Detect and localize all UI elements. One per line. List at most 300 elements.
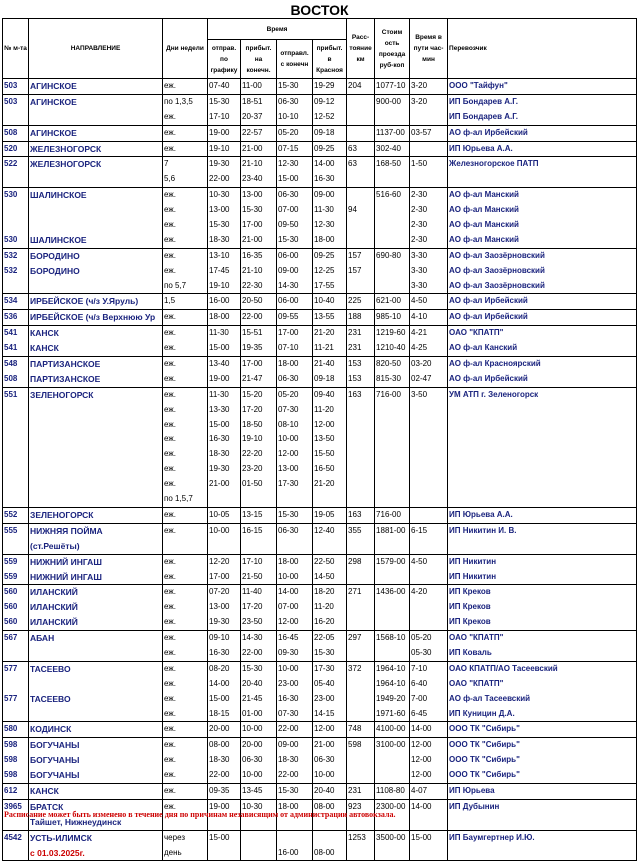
days: 5,6 <box>164 174 176 184</box>
route-number-cell <box>3 326 29 357</box>
header-direction: НАПРАВЛЕНИЕ <box>29 19 163 79</box>
depart-time-cell <box>208 294 241 310</box>
days: еж. <box>164 464 176 474</box>
depart-end-time-cell <box>277 326 313 357</box>
arrive-time: 21-50 <box>242 571 263 581</box>
depart-end-time: 06-30 <box>278 190 299 200</box>
arrive-time: 21-00 <box>242 234 263 244</box>
distance: 231 <box>348 328 362 338</box>
arrive-time: 19-35 <box>242 343 263 353</box>
depart-time: 17-00 <box>209 571 230 581</box>
direction: БРАТСК <box>30 801 64 812</box>
travel-time-cell <box>410 248 448 294</box>
days: еж. <box>164 419 176 429</box>
depart-end-time: 13-00 <box>278 464 299 474</box>
arrive-time: 21-00 <box>242 143 263 153</box>
carrier: АО ф-ал Ирбейский <box>449 127 528 137</box>
arrive-krasnoyarsk-time: 14-15 <box>314 708 335 718</box>
price: 1137-00 <box>376 127 405 137</box>
days: еж. <box>164 250 176 260</box>
arrive-time: 20-40 <box>242 678 263 688</box>
route-number: 3965 <box>4 801 22 811</box>
distance-cell <box>347 631 375 662</box>
days: еж. <box>164 755 176 765</box>
carrier-cell <box>448 387 637 507</box>
arrive-time: 22-00 <box>242 647 263 657</box>
depart-time: 19-30 <box>209 159 230 169</box>
depart-end-time: 16-00 <box>278 847 299 857</box>
travel-time <box>411 508 446 523</box>
route-number-cell <box>3 722 29 738</box>
travel-time-cell <box>410 94 448 125</box>
travel-time-cell <box>410 585 448 631</box>
depart-end-time: 18-30 <box>278 755 299 765</box>
direction: АГИНСКОЕ <box>30 127 77 138</box>
days-cell <box>163 188 208 249</box>
distance: 188 <box>348 312 362 322</box>
depart-end-time: 07-10 <box>278 343 299 353</box>
depart-time-cell <box>208 661 241 722</box>
arrive-time-cell <box>241 79 277 95</box>
distance: 94 <box>348 205 357 215</box>
direction <box>30 218 161 233</box>
route-number: 560 <box>4 602 18 612</box>
depart-time: 19-00 <box>209 127 230 137</box>
distance: 231 <box>348 343 362 353</box>
days: еж. <box>164 220 176 230</box>
travel-time: 12-00 <box>411 740 432 750</box>
distance-cell <box>347 738 375 784</box>
days: еж. <box>164 647 176 657</box>
arrive-krasnoyarsk-time: 21-20 <box>314 479 335 489</box>
days: еж. <box>164 234 176 244</box>
arrive-krasnoyarsk-time: 09-00 <box>314 190 335 200</box>
route-number <box>4 432 27 447</box>
route-number: 577 <box>4 663 18 673</box>
depart-time: 10-05 <box>209 509 230 519</box>
arrive-time-cell <box>241 738 277 784</box>
direction <box>30 462 161 477</box>
arrive-time: 17-00 <box>242 220 263 230</box>
distance: 63 <box>348 159 357 169</box>
route-number-cell <box>3 830 29 861</box>
route-number: 577 <box>4 693 18 703</box>
travel-time-cell <box>410 141 448 157</box>
arrive-time-cell <box>241 523 277 554</box>
travel-time-cell <box>410 661 448 722</box>
arrive-time: 11-00 <box>242 81 262 90</box>
days-cell <box>163 585 208 631</box>
distance-cell <box>347 585 375 631</box>
travel-time: 3-20 <box>411 96 428 106</box>
direction-cell <box>29 631 163 662</box>
direction-cell <box>29 248 163 294</box>
arrive-time: 23-50 <box>242 617 263 627</box>
distance: 153 <box>348 373 362 383</box>
table-row <box>3 738 637 784</box>
carrier-cell <box>448 738 637 784</box>
travel-time: 4-21 <box>411 328 428 338</box>
arrive-krasnoyarsk-time: 09-25 <box>314 143 335 153</box>
direction-cell <box>29 94 163 125</box>
route-number: 580 <box>4 724 18 734</box>
depart-time: 19-00 <box>209 801 230 811</box>
arrive-time: 23-40 <box>242 174 263 184</box>
price-cell <box>375 554 410 585</box>
header-travel-time: Время в пути час-мин <box>410 19 448 79</box>
depart-end-time: 07-30 <box>278 404 299 414</box>
direction <box>30 418 161 433</box>
carrier: АО ф-ал Канский <box>449 343 518 353</box>
carrier: ИП Креков <box>449 602 491 612</box>
direction-cell <box>29 661 163 722</box>
arrive-krasnoyarsk-time: 15-50 <box>314 449 335 459</box>
arrive-krasnoyarsk-time-cell <box>313 94 347 125</box>
days-cell <box>163 248 208 294</box>
price: 1881-00 <box>376 525 406 535</box>
arrive-time-cell <box>241 722 277 738</box>
price: 1568-10 <box>376 633 406 643</box>
header-depart-end: отправл. с конечн <box>277 40 313 79</box>
days: еж. <box>164 111 176 121</box>
depart-time: 11-30 <box>209 328 229 338</box>
distance-cell <box>347 326 375 357</box>
depart-end-time: 22-00 <box>278 724 299 734</box>
carrier-cell <box>448 157 637 188</box>
arrive-time: 17-10 <box>242 556 263 566</box>
route-number <box>4 403 27 418</box>
depart-end-time: 07-00 <box>278 205 299 215</box>
arrive-krasnoyarsk-time: 16-50 <box>314 464 335 474</box>
depart-end-time-cell <box>277 631 313 662</box>
carrier: АО ф-ал Ирбейский <box>449 296 528 306</box>
distance-cell <box>347 357 375 388</box>
days: еж. <box>164 509 176 519</box>
header-days: Дни недели <box>163 19 208 79</box>
days: еж. <box>164 740 176 750</box>
price-cell <box>375 310 410 326</box>
table-row <box>3 783 637 799</box>
arrive-krasnoyarsk-time: 10-40 <box>314 296 335 306</box>
depart-time-cell <box>208 326 241 357</box>
depart-time: 13-40 <box>209 359 230 369</box>
days-cell <box>163 507 208 523</box>
depart-time: 18-30 <box>209 755 230 765</box>
arrive-krasnoyarsk-time-cell <box>313 738 347 784</box>
distance-cell <box>347 248 375 294</box>
direction: КОДИНСК <box>30 724 72 735</box>
direction <box>30 432 161 447</box>
depart-end-time-cell <box>277 310 313 326</box>
arrive-krasnoyarsk-time <box>314 831 345 846</box>
distance-cell <box>347 294 375 310</box>
direction: НИЖНИЙ ИНГАШ <box>30 556 102 567</box>
price: 302-40 <box>376 143 401 153</box>
arrive-krasnoyarsk-time: 21-00 <box>314 740 335 750</box>
travel-time <box>411 142 446 157</box>
header-num: № м-та <box>3 19 29 79</box>
schedule-table <box>2 18 637 861</box>
depart-time: 19-10 <box>209 143 230 153</box>
route-number-cell <box>3 357 29 388</box>
price-cell <box>375 294 410 310</box>
direction: НИЖНИЙ ИНГАШ <box>30 571 102 582</box>
price-cell <box>375 738 410 784</box>
arrive-time: 16-15 <box>242 525 263 535</box>
arrive-time-cell <box>241 157 277 188</box>
travel-time: 6-15 <box>411 525 428 535</box>
travel-time: 6-45 <box>411 708 428 718</box>
days: 7 <box>164 159 169 169</box>
arrive-time-cell <box>241 783 277 799</box>
table-row <box>3 188 637 249</box>
price: 621-00 <box>376 296 401 306</box>
arrive-time: 23-20 <box>242 464 263 474</box>
price-cell <box>375 248 410 294</box>
arrive-time: 19-10 <box>242 434 263 444</box>
depart-time-cell <box>208 141 241 157</box>
arrive-krasnoyarsk-time: 11-20 <box>314 404 334 414</box>
route-number: 567 <box>4 633 18 643</box>
route-number <box>4 462 27 477</box>
depart-time-cell <box>208 387 241 507</box>
carrier: АО ф-ал Манский <box>449 205 519 215</box>
depart-time: 22-00 <box>209 174 230 184</box>
direction <box>30 477 161 492</box>
travel-time: 3-30 <box>411 265 428 275</box>
arrive-time: 13-45 <box>242 785 263 795</box>
table-row <box>3 830 637 861</box>
direction: (ст.Решёты) <box>30 540 80 551</box>
depart-end-time-cell <box>277 507 313 523</box>
days: еж. <box>164 556 176 566</box>
route-number: 536 <box>4 312 18 322</box>
days-cell <box>163 830 208 861</box>
route-number-cell <box>3 738 29 784</box>
distance: 297 <box>348 633 362 643</box>
arrive-krasnoyarsk-time: 16-20 <box>314 617 335 627</box>
depart-end-time: 14-00 <box>278 587 299 597</box>
arrive-krasnoyarsk-time: 16-30 <box>314 174 335 184</box>
route-number-cell <box>3 141 29 157</box>
direction-cell <box>29 357 163 388</box>
days: по 1,5,7 <box>164 494 193 504</box>
carrier-cell <box>448 783 637 799</box>
direction-cell <box>29 738 163 784</box>
arrive-krasnoyarsk-time-cell <box>313 387 347 507</box>
depart-time: 07-40 <box>209 81 230 90</box>
arrive-krasnoyarsk-time: 18-00 <box>314 234 335 244</box>
arrive-time: 21-45 <box>242 693 263 703</box>
route-number-cell <box>3 79 29 95</box>
direction-cell <box>29 523 163 554</box>
route-number: 541 <box>4 328 18 338</box>
carrier: ООО ТК "Сибирь" <box>449 770 520 780</box>
depart-time: 15-00 <box>209 343 230 353</box>
depart-time: 21-00 <box>209 479 230 489</box>
price-cell <box>375 783 410 799</box>
distance-cell <box>347 554 375 585</box>
depart-end-time-cell <box>277 738 313 784</box>
arrive-time-cell <box>241 387 277 507</box>
days: еж. <box>164 343 176 353</box>
days: еж. <box>164 663 176 673</box>
travel-time: 15-00 <box>411 832 432 842</box>
direction: ИРБЕЙСКОЕ (ч/з Верхнюю Ур <box>30 312 156 323</box>
route-number <box>4 418 27 433</box>
route-number <box>4 477 27 492</box>
carrier: АО ф-ал Тасеевский <box>449 693 531 703</box>
price: 1949-20 <box>376 693 406 703</box>
arrive-time: 10-00 <box>242 770 263 780</box>
depart-end-time: 12-00 <box>278 617 299 627</box>
arrive-krasnoyarsk-time: 17-30 <box>314 663 335 673</box>
travel-time-cell <box>410 631 448 662</box>
arrive-krasnoyarsk-time: 22-50 <box>314 556 335 566</box>
travel-time-cell <box>410 799 448 830</box>
distance-cell <box>347 783 375 799</box>
arrive-time: 15-30 <box>242 663 263 673</box>
route-number <box>4 279 27 294</box>
depart-end-time-cell <box>277 79 313 95</box>
carrier: ИП Юрьева А.А. <box>449 509 513 519</box>
route-number-cell <box>3 523 29 554</box>
arrive-time: 22-57 <box>242 127 263 137</box>
travel-time: 12-00 <box>411 770 432 780</box>
depart-time: 09-10 <box>209 633 230 643</box>
carrier-cell <box>448 326 637 357</box>
depart-end-time-cell <box>277 94 313 125</box>
arrive-krasnoyarsk-time-cell <box>313 141 347 157</box>
route-number-cell <box>3 585 29 631</box>
arrive-krasnoyarsk-time: 11-21 <box>314 343 334 353</box>
distance: 355 <box>348 525 362 535</box>
travel-time-cell <box>410 310 448 326</box>
arrive-time-cell <box>241 661 277 722</box>
depart-time: 18-30 <box>209 449 230 459</box>
arrive-krasnoyarsk-time: 20-40 <box>314 785 335 795</box>
arrive-krasnoyarsk-time: 09-12 <box>314 96 335 106</box>
depart-time: 13-10 <box>209 250 230 260</box>
depart-end-time: 09-50 <box>278 220 299 230</box>
route-number <box>4 707 27 722</box>
route-number-cell <box>3 125 29 141</box>
arrive-krasnoyarsk-time: 10-00 <box>314 770 335 780</box>
depart-time-cell <box>208 830 241 861</box>
arrive-time-cell <box>241 310 277 326</box>
travel-time: 1-50 <box>411 159 428 169</box>
price-cell <box>375 387 410 507</box>
depart-end-time-cell <box>277 157 313 188</box>
route-number-cell <box>3 188 29 249</box>
days-cell <box>163 783 208 799</box>
carrier-cell <box>448 310 637 326</box>
route-number: 555 <box>4 525 18 535</box>
arrive-krasnoyarsk-time: 11-20 <box>314 602 334 612</box>
price: 716-00 <box>376 509 401 519</box>
price: 1964-10 <box>376 678 406 688</box>
route-number: 530 <box>4 190 18 200</box>
arrive-krasnoyarsk-time-cell <box>313 554 347 585</box>
days-cell <box>163 326 208 357</box>
arrive-krasnoyarsk-time: 23-00 <box>314 693 335 703</box>
route-number <box>4 846 27 861</box>
price: 1219-60 <box>376 328 406 338</box>
depart-time: 08-20 <box>209 663 230 673</box>
route-number-cell <box>3 507 29 523</box>
carrier-cell <box>448 248 637 294</box>
depart-time-cell <box>208 722 241 738</box>
direction: БОРОДИНО <box>30 250 80 261</box>
direction-cell <box>29 554 163 585</box>
depart-end-time: 22-00 <box>278 770 299 780</box>
arrive-time-cell <box>241 830 277 861</box>
price: 900-00 <box>376 96 401 106</box>
table-row <box>3 94 637 125</box>
price: 1971-60 <box>376 708 406 718</box>
route-number <box>4 677 27 692</box>
days: еж. <box>164 434 176 444</box>
depart-end-time: 06-00 <box>278 296 299 306</box>
carrier: ИП Никитин <box>449 571 497 581</box>
direction: УСТЬ-ИЛИМСК <box>30 832 92 843</box>
depart-time: 14-00 <box>209 678 230 688</box>
depart-time-cell <box>208 738 241 784</box>
carrier: ОАО "КПАТП" <box>449 633 504 643</box>
depart-end-time-cell <box>277 141 313 157</box>
route-number: 560 <box>4 587 18 597</box>
carrier: ИП Креков <box>449 587 491 597</box>
travel-time: 4-50 <box>411 556 428 566</box>
depart-end-time: 16-30 <box>278 693 299 703</box>
days: еж. <box>164 587 176 597</box>
price-cell <box>375 141 410 157</box>
travel-time: 02-47 <box>411 373 432 383</box>
direction-cell <box>29 310 163 326</box>
distance: 204 <box>348 81 362 90</box>
direction-cell <box>29 507 163 523</box>
arrive-krasnoyarsk-time-cell <box>313 722 347 738</box>
days-cell <box>163 631 208 662</box>
travel-time: 03-57 <box>411 127 432 137</box>
direction <box>30 279 161 294</box>
depart-time: 16-30 <box>209 434 230 444</box>
direction: АБАН <box>30 633 55 644</box>
days: еж. <box>164 190 176 200</box>
depart-end-time: 15-00 <box>278 174 299 184</box>
days-cell <box>163 310 208 326</box>
depart-end-time: 09-55 <box>278 312 299 322</box>
travel-time-cell <box>410 357 448 388</box>
carrier: ИП Юрьева А.А. <box>449 143 513 153</box>
carrier-cell <box>448 94 637 125</box>
route-number: 520 <box>4 143 18 153</box>
depart-time: 17-45 <box>209 265 230 275</box>
arrive-krasnoyarsk-time: 12-25 <box>314 265 335 275</box>
route-number-cell <box>3 554 29 585</box>
distance-cell <box>347 830 375 861</box>
arrive-krasnoyarsk-time-cell <box>313 830 347 861</box>
depart-end-time-cell <box>277 554 313 585</box>
carrier: ОАО "КПАТП" <box>449 678 504 688</box>
distance-cell <box>347 661 375 722</box>
depart-time: 15-00 <box>209 832 230 842</box>
direction: КАНСК <box>30 785 59 796</box>
carrier: Железногорское ПАТП <box>449 159 539 169</box>
arrive-krasnoyarsk-time-cell <box>313 294 347 310</box>
route-number: 522 <box>4 159 18 169</box>
carrier-cell <box>448 554 637 585</box>
